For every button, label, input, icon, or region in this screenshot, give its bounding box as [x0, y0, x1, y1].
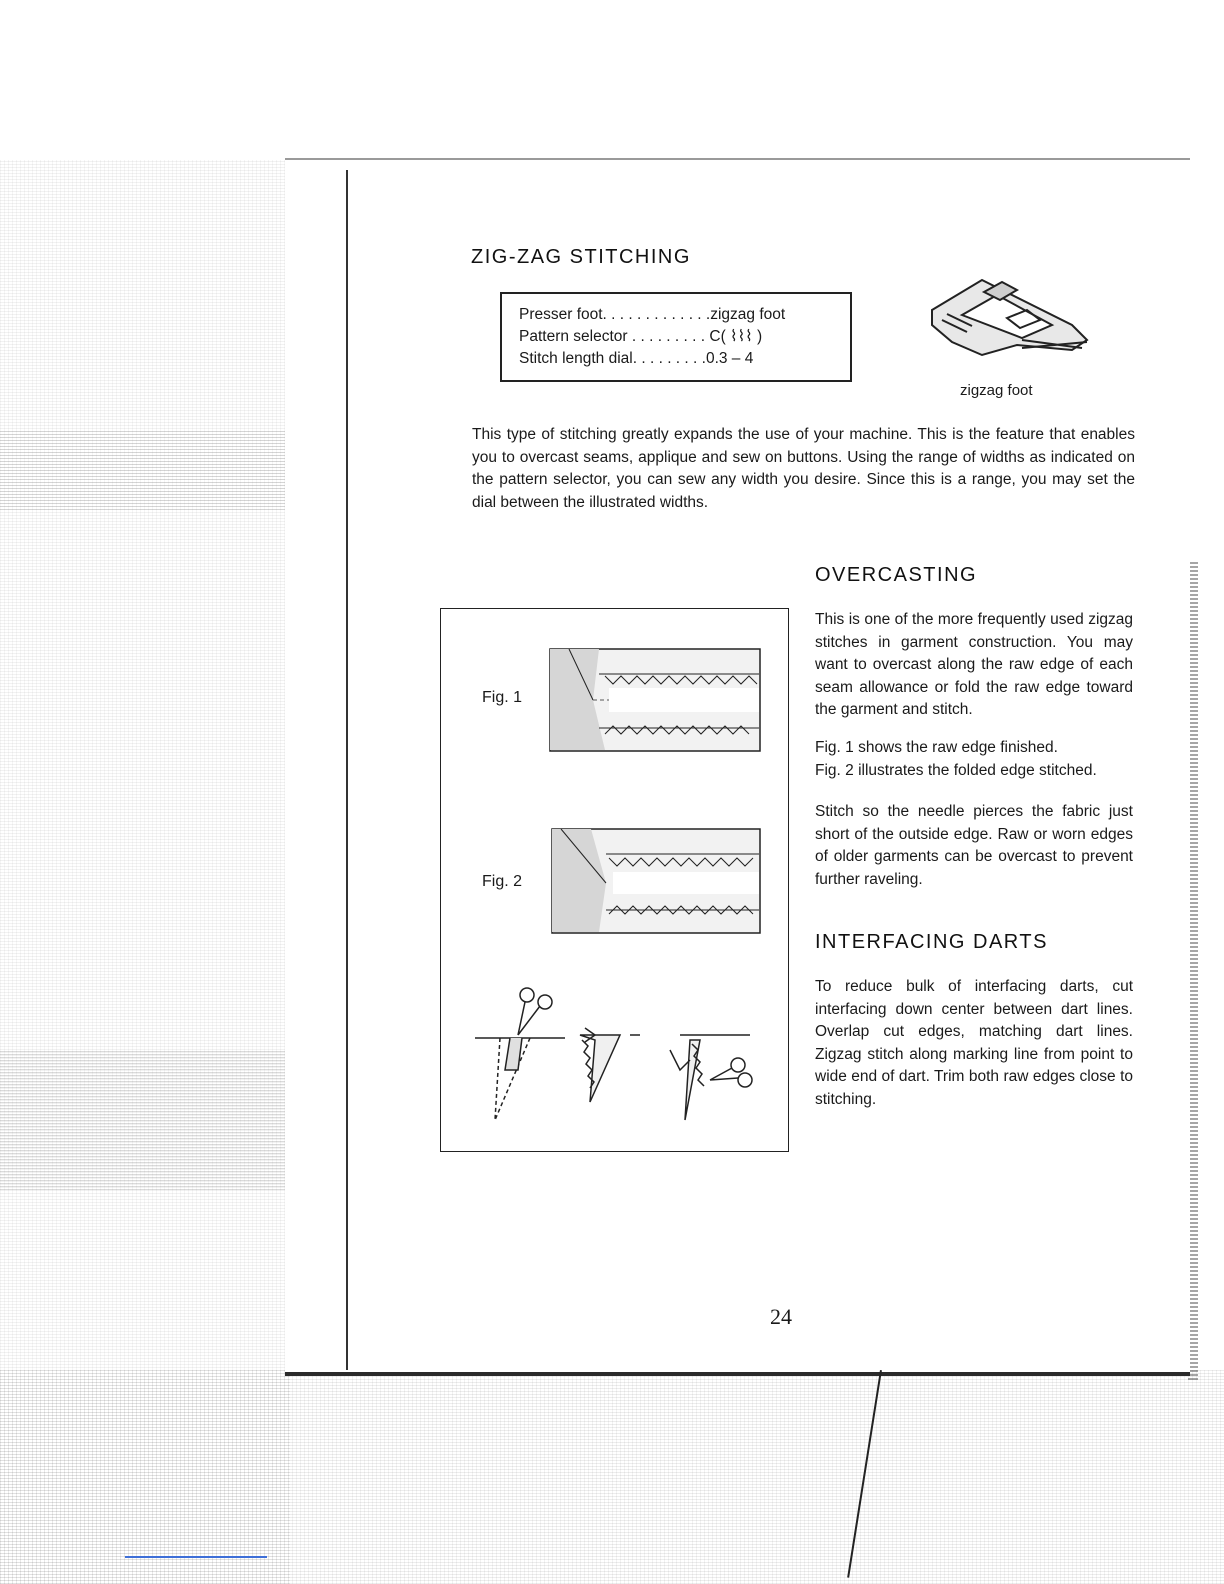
- settings-box: [500, 292, 852, 382]
- foot-caption: zigzag foot: [960, 382, 1033, 399]
- link-underline[interactable]: [125, 1556, 267, 1558]
- fig2-fabric: [551, 828, 761, 934]
- page-spine: [346, 170, 348, 1370]
- section-title: ZIG-ZAG STITCHING: [471, 246, 691, 268]
- scissors-icon: [710, 1058, 752, 1087]
- overcasting-title: OVERCASTING: [815, 564, 978, 586]
- interfacing-paragraph: To reduce bulk of interfacing darts, cut interfacing down center between dart lines. Overlap cut edges, matching dart lines. Zigzag stitch along marking line from point to wide end of dart. Trim both raw edges close to stitching.: [815, 978, 1133, 1108]
- dart-steps-illustration: [470, 980, 770, 1130]
- zigzag-foot-icon: [922, 270, 1092, 370]
- overcasting-fig1-note: Fig. 1 shows the raw edge finished.: [815, 739, 1058, 756]
- fig1-label: Fig. 1: [482, 689, 523, 706]
- scan-noise-bottom: [0, 1370, 1224, 1584]
- scan-noise-band: [0, 430, 290, 510]
- overcasting-fig2-note: Fig. 2 illustrates the folded edge stitched.: [815, 762, 1097, 779]
- interfacing-title: INTERFACING DARTS: [815, 931, 1048, 953]
- setting-pattern-selector: Pattern selector . . . . . . . . . C( ⌇⌇⌇ ): [519, 328, 763, 345]
- setting-stitch-length: Stitch length dial. . . . . . . . .0.3 – 4: [519, 350, 754, 367]
- overcasting-paragraph-1: This is one of the more frequently used zigzag stitches in garment construction. You may want to overcast along the raw edge of each seam allowance or fold the raw edge toward the garment and stitch.: [815, 611, 1133, 718]
- setting-presser-foot: Presser foot. . . . . . . . . . . . .zigzag foot: [519, 306, 786, 323]
- overcasting-paragraph-3: Stitch so the needle pierces the fabric just short of the outside edge. Raw or worn edges of older garments can be overcast to prevent further raveling.: [815, 803, 1133, 888]
- intro-paragraph: This type of stitching greatly expands the use of your machine. This is the feature that enables you to overcast seams, applique and sew on buttons. Using the range of widths as indicated on the pattern selector, you can sew any width you desire. Since this is a range, you may set the dial between the illustrated widths.: [472, 426, 1135, 511]
- scan-noise-dark: [0, 1050, 290, 1190]
- page-number: 24: [770, 1304, 792, 1329]
- fig1-fabric: [549, 648, 761, 752]
- fig2-label: Fig. 2: [482, 873, 523, 890]
- scissors-icon: [518, 988, 552, 1035]
